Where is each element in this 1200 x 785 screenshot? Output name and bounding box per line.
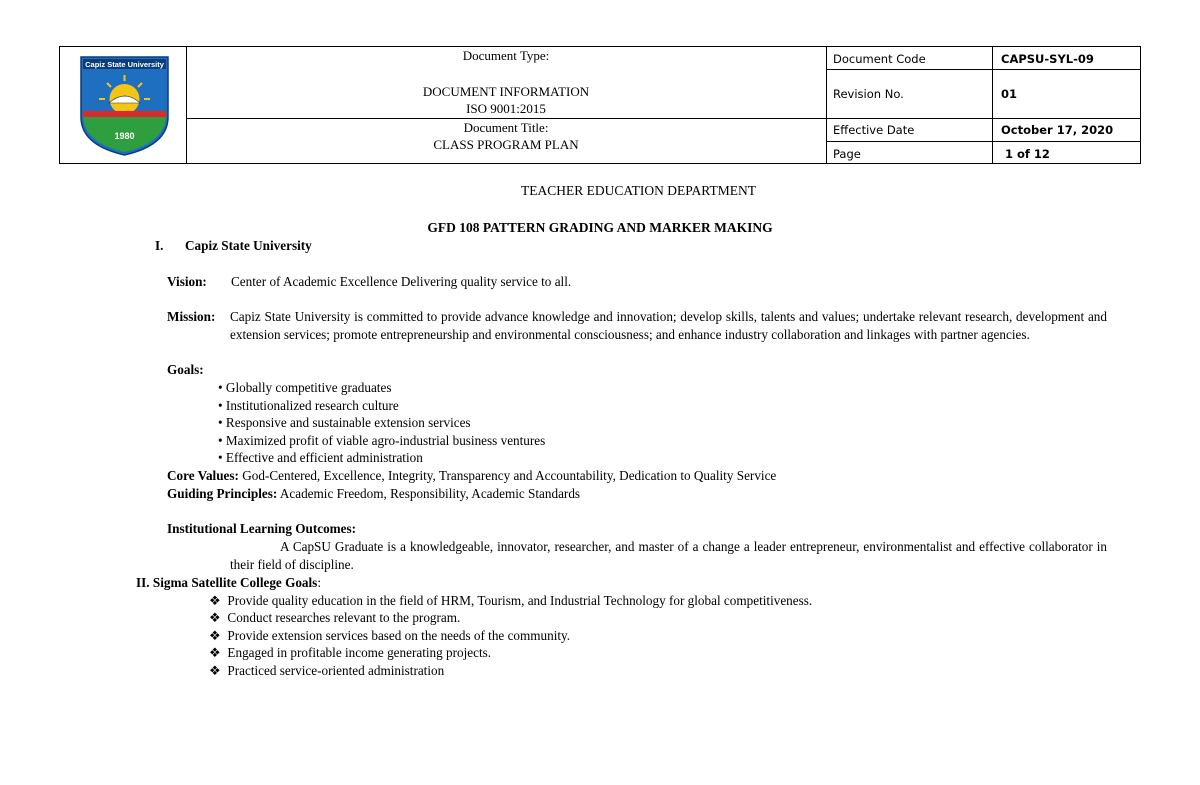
diamond-bullet-icon: ❖ [209, 593, 221, 608]
list-item: • Globally competitive graduates [218, 380, 392, 395]
vision-label: Vision: [167, 274, 207, 289]
diamond-bullet-icon: ❖ [209, 610, 221, 625]
logo-year: 1980 [114, 131, 135, 141]
diamond-bullet-icon: ❖ [209, 663, 221, 678]
revision-no-label: Revision No. [833, 87, 904, 101]
diamond-bullet-icon: ❖ [209, 645, 221, 660]
section1-number: I. [155, 238, 164, 253]
list-item: ❖ Engaged in profitable income generating projects. [209, 645, 492, 660]
mission-text: Capiz State University is committed to provide advance knowledge and innovation; develop skills, talents and values; undertake relevant research, development and extension services; promote entrepreneurship and environmental consciousness; and enhance industry collaboration and linkages with partner agencies. [230, 309, 1107, 342]
document-code-label: Document Code [833, 52, 926, 66]
revision-no-value: 01 [1001, 87, 1018, 101]
list-item: • Maximized profit of viable agro-industrial business ventures [218, 433, 546, 448]
list-item: • Responsive and sustainable extension services [218, 415, 471, 430]
diamond-bullet-icon: ❖ [209, 628, 221, 643]
vision-text: Center of Academic Excellence Delivering quality service to all. [231, 274, 572, 289]
document-header-table [59, 46, 1141, 164]
iso-standard: ISO 9001:2015 [466, 101, 546, 116]
ilo-text: A CapSU Graduate is a knowledgeable, innovator, researcher, and master of a change a leader entrepreneur, environmentalist and effective collaborator in their field of discipline. [230, 539, 1107, 572]
list-item: • Institutionalized research culture [218, 398, 399, 413]
section1-title: Capiz State University [185, 238, 312, 253]
logo-text-top: Capiz State University [85, 60, 164, 69]
page-value: 1 of 12 [1005, 147, 1050, 161]
doc-type-label: Document Type: [462, 48, 550, 63]
list-item: • Effective and efficient administration [218, 450, 423, 465]
guiding-principles: Guiding Principles: Academic Freedom, Responsibility, Academic Standards [167, 486, 581, 501]
core-values: Core Values: God-Centered, Excellence, Integrity, Transparency and Accountability, Dedication to Quality Service [167, 468, 777, 483]
list-item: ❖ Provide extension services based on the needs of the community. [209, 628, 571, 643]
list-item: ❖ Provide quality education in the field of HRM, Tourism, and Industrial Technology for global competitiveness. [209, 593, 813, 608]
section2-heading: II. Sigma Satellite College Goals: [136, 575, 321, 590]
doc-title-value: CLASS PROGRAM PLAN [433, 137, 579, 152]
goals-label: Goals: [167, 362, 204, 377]
course-title: GFD 108 PATTERN GRADING AND MARKER MAKING [427, 220, 773, 235]
university-logo [79, 55, 170, 157]
department-heading: TEACHER EDUCATION DEPARTMENT [521, 183, 756, 198]
page-label: Page [833, 147, 861, 161]
effective-date-label: Effective Date [833, 123, 915, 137]
doc-type-value: DOCUMENT INFORMATION [422, 84, 590, 99]
list-item: ❖ Practiced service-oriented administration [209, 663, 445, 678]
list-item: ❖ Conduct researches relevant to the program. [209, 610, 461, 625]
doc-title-label: Document Title: [463, 120, 549, 135]
mission-label: Mission: [167, 309, 216, 324]
effective-date-value: October 17, 2020 [1001, 123, 1114, 137]
ilo-label: Institutional Learning Outcomes: [167, 521, 357, 536]
document-code-value: CAPSU-SYL-09 [1001, 52, 1094, 66]
